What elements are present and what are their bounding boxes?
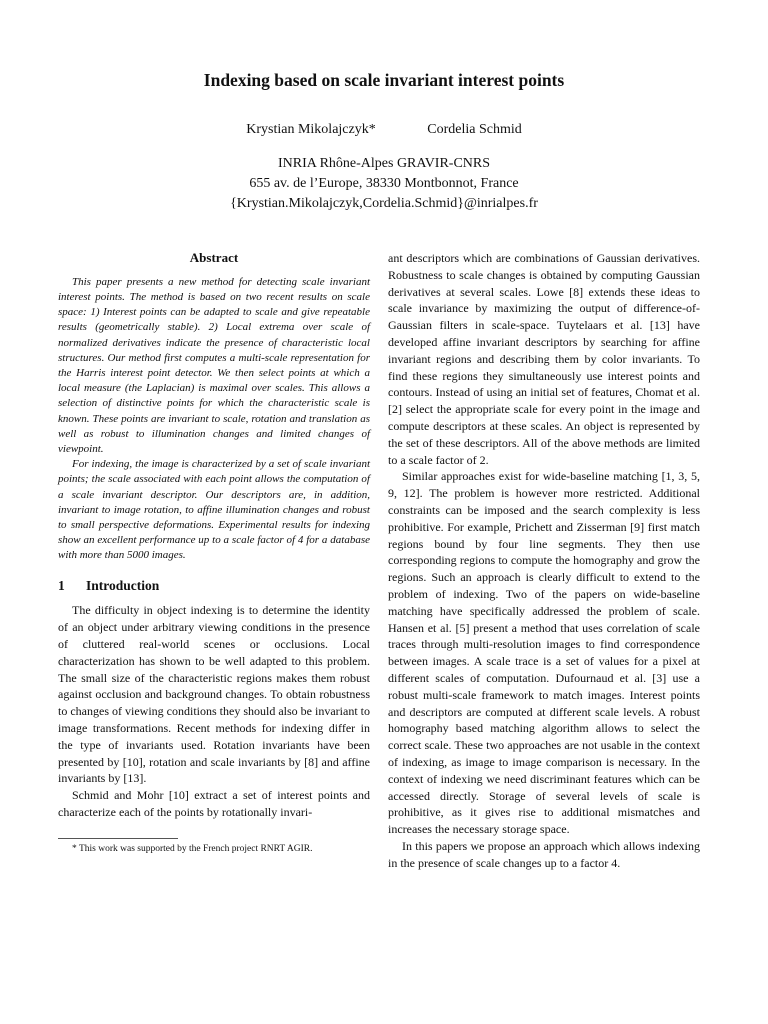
abstract-paragraph: This paper presents a new method for detecting scale invariant interest points. The method is based on two recent results on scale space: 1) Interest points can be adapted to scale and give repeatable results (geometrically stable). 2) Local extrema over scale of normalized derivatives indicate the presence of characteristic local structures. Our method first computes a multi-scale representation for the Harris interest point detector. We then select points at which a local measure (the Laplacian) is maximal over scales. This allows a selection of distinctive points for which the characteristic scale is known. These points are invariant to scale, rotation and translation as well as robust to illumination changes and limited changes of viewpoint. bbox=[58, 275, 370, 456]
author-2: Cordelia Schmid bbox=[427, 122, 522, 137]
left-column bbox=[58, 250, 370, 821]
paper-title: Indexing based on scale invariant interest points bbox=[203, 70, 565, 90]
affiliation-address: 655 av. de l’Europe, 38330 Montbonnot, France bbox=[249, 176, 519, 191]
section-number: 1 bbox=[58, 577, 65, 593]
body-paragraph: In this papers we propose an approach which allows indexing in the presence of scale changes up to a factor 4. bbox=[388, 838, 700, 870]
body-paragraph: Similar approaches exist for wide-baseline matching [1, 3, 5, 9, 12]. The problem is however more restricted. Additional constraints can be imposed and the search complexity is less prohibitive. For example, Prichett and Zisserman [9] first match regions bound by four line segments. They then use corresponding regions to compute the homography and grow the regions. Such an approach is clearly difficult to extend to the problem of indexing. Two of the papers on wide-baseline matching have specifically addressed the problem of scale. Hansen et al. [5] present a method that uses correlation of scale traces through multi-resolution images to find correspondence between images. A scale trace is a set of values for a pixel at different scales of computation. Dufournaud et al. [3] use a robust multi-scale framework to match images. Interest points and descriptors are computed at different scale levels. A robust homography based matching algorithm allows to select the correct scale. These two approaches are not usable in the context of indexing, as image to image comparison is necessary. In the context of indexing we need discriminant features which can be accessed directly. Storage of several levels of scale is prohibitive, as it gives rise to additional mismatches and increases the necessary storage space. bbox=[388, 469, 700, 837]
section-title: Introduction bbox=[86, 577, 160, 593]
right-column bbox=[388, 250, 700, 871]
body-paragraph: ant descriptors which are combinations of Gaussian derivatives. Robustness to scale changes is obtained by computing Gaussian derivatives at several scales. Lowe [8] extends these ideas to scale invariance by maximizing the output of difference-of-Gaussian filters in scale-space. Tuytelaars et al. [13] have developed affine invariant descriptors by searching for affine invariant regions and describing them by color invariants. To find these regions they simultaneously use interest points and contours. Instead of using an initial set of features, Chomat et al. [2] select the appropriate scale for every point in the image and compute descriptors at these scales. An object is represented by the set of these descriptors. All of the above methods are limited to a scale factor of 2. bbox=[388, 251, 700, 467]
abstract bbox=[58, 250, 370, 564]
section-heading-introduction bbox=[58, 578, 370, 595]
author-list bbox=[0, 122, 768, 138]
author-1: Krystian Mikolajczyk* bbox=[246, 122, 376, 137]
footnote-divider bbox=[58, 838, 178, 839]
affiliation-institution: INRIA Rhône-Alpes GRAVIR-CNRS bbox=[277, 156, 491, 171]
abstract-paragraph: For indexing, the image is characterized by a set of scale invariant points; the scale associated with each point allows the computation of a scale invariant descriptor. Our descriptors are, in addition, invariant to image rotation, to affine illumination changes and robust to small perspective deformations. Experimental results for indexing show an excellent performance up to a scale factor of 4 for a database with more than 5000 images. bbox=[58, 458, 370, 562]
footnote: * This work was supported by the French project RNRT AGIR. bbox=[72, 844, 313, 854]
abstract-heading: Abstract bbox=[189, 250, 239, 265]
affiliation-emails: {Krystian.Mikolajczyk,Cordelia.Schmid}@inrialpes.fr bbox=[230, 196, 538, 211]
body-paragraph: The difficulty in object indexing is to determine the identity of an object under arbitrary viewing conditions in the presence of cluttered real-world scenes or occlusions. Local characterization has shown to be well adapted to this problem. The small size of the characteristic regions makes them robust against occlusion and background changes. To obtain robustness to changes of viewing conditions they should also be invariant to image transformations. Recent methods for indexing differ in the type of invariants used. Rotation invariants have been presented by [10], rotation and scale invariants by [8] and affine invariants by [13]. bbox=[58, 603, 370, 786]
introduction-left-text bbox=[58, 602, 370, 820]
body-paragraph: Schmid and Mohr [10] extract a set of interest points and characterize each of the points by rotationally invari- bbox=[58, 788, 370, 820]
affiliation bbox=[0, 154, 768, 214]
